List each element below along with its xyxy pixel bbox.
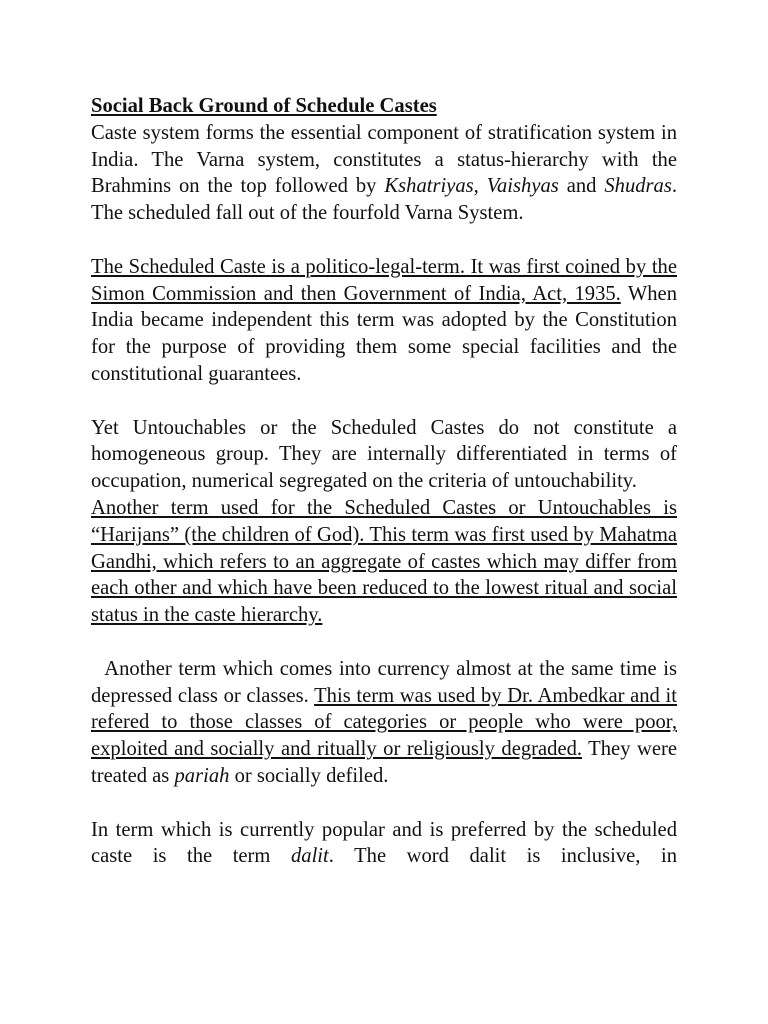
paragraph-depressed-classes — [91, 656, 677, 790]
paragraph-harijans — [91, 495, 677, 629]
p6-text-a: In term which is currently popular and is preferred by the scheduled caste is the term — [91, 818, 677, 868]
p2-underlined-text: The Scheduled Caste is a politico-legal-term. It was first coined by the Simon Commission and then Government of India, Act, 1935. — [91, 255, 677, 305]
paragraph-dalit — [91, 817, 677, 871]
paragraph-gap — [91, 227, 677, 254]
p4-underlined-text: Another term used for the Scheduled Castes or Untouchables is “Harijans” (the children of God). This term was first used by Mahatma Gandhi, which refers to an aggregate of castes which may differ from each other and which have been reduced to the lowest ritual and social status in the caste hierarchy. — [91, 496, 677, 627]
p5-text-c: or socially defiled. — [229, 764, 389, 787]
paragraph-scheduled-caste-term — [91, 254, 677, 388]
paragraph-gap — [91, 629, 677, 656]
p1-text-b: , — [473, 175, 487, 198]
paragraph-gap — [91, 388, 677, 415]
p1-italic-kshatriyas: Kshatriyas — [384, 175, 474, 198]
p1-text-c: and — [558, 175, 605, 198]
document-page — [91, 93, 677, 870]
p1-italic-vaishyas: Vaishyas — [486, 175, 559, 198]
paragraph-gap — [91, 790, 677, 817]
document-title: Social Back Ground of Schedule Castes — [91, 95, 437, 117]
p2-text: When India became independent this term was adopted by the Constitution for the purpose of providing them some special facilities and the constitutional guarantees. — [91, 282, 677, 385]
p5-italic-pariah: pariah — [174, 764, 230, 787]
paragraph-varna-system — [91, 120, 677, 227]
p1-text-d: . The scheduled fall out of the fourfold Varna System. — [91, 175, 678, 225]
p6-italic-dalit: dalit — [290, 845, 329, 868]
p5-text-a: Another term which comes into currency almost at the same time is depressed class or classes. — [91, 657, 677, 707]
p5-underlined-text: This term was used by Dr. Ambedkar and it refered to those classes of categories or people who were poor, exploited and socially and ritually or religiously degraded. — [91, 684, 677, 761]
p1-italic-shudras: Shudras — [604, 175, 672, 198]
p6-text-b: . The word dalit is inclusive, in — [328, 845, 677, 868]
paragraph-untouchables: Yet Untouchables or the Scheduled Castes do not constitute a homogeneous group. They are internally differentiated in terms of occupation, numerical segregated on the criteria of untouchability. — [91, 416, 677, 493]
p1-text-a: Caste system forms the essential component of stratification system in India. The Varna system, constitutes a status-hierarchy with the Brahmins on the top followed by — [91, 121, 677, 198]
p5-text-b: They were treated as — [91, 738, 678, 787]
